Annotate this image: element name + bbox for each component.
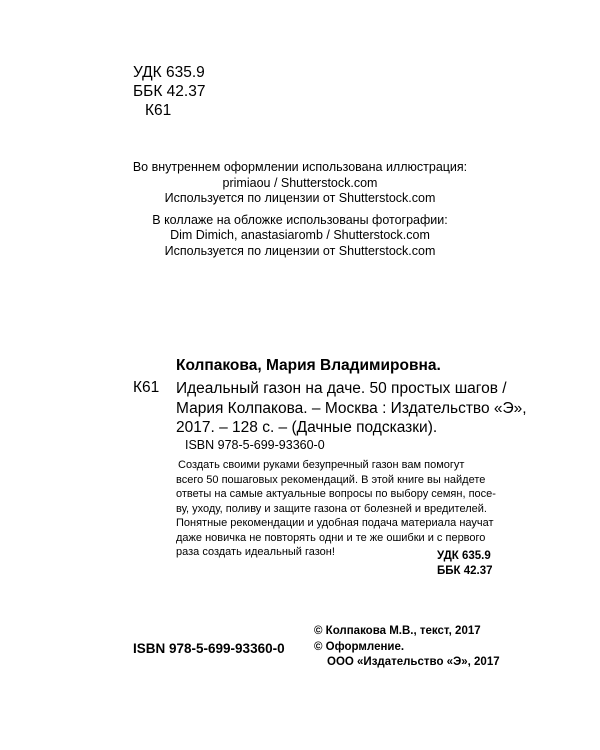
annotation-line: Создать своими руками безупречный газон вам помогут [178,459,465,471]
copyright-publisher: ООО «Издательство «Э», 2017 [327,656,500,668]
catalog-author: Колпакова, Мария Владимировна. [176,357,441,374]
credit-line: В коллаже на обложке использованы фотографии: [152,212,448,227]
catalog-bbk: ББК 42.37 [437,565,493,577]
annotation-line: раза создать идеальный газон! [176,546,335,558]
copyright-text: © Колпакова М.В., текст, 2017 [314,625,481,637]
credit-line: Dim Dimich, anastasiaromb / Shutterstock.com [170,228,430,242]
illustration-credits [0,160,600,259]
catalog-isbn: ISBN 978-5-699-93360-0 [185,438,325,452]
catalog-udk: УДК 635.9 [437,550,491,562]
credit-line: Используется по лицензии от Shutterstock.com [164,243,436,258]
annotation-line: всего 50 пошаговых рекомендаций. В этой книге вы найдете [176,473,486,486]
catalog-classification [437,549,493,579]
annotation [176,458,510,560]
credit-line: Во внутреннем оформлении использована иллюстрация: [132,160,468,174]
catalog-author-sign: К61 [133,379,160,396]
footer-isbn: ISBN 978-5-699-93360-0 [133,641,285,656]
bib-line: 2017. – 128 с. – (Дачные подсказки). [176,419,438,436]
bbk-code: ББК 42.37 [133,83,206,100]
bibliographic-description [176,379,527,438]
credit-line: Используется по лицензии от Shutterstock.com [164,191,436,205]
annotation-line: ответы на самые актуальные вопросы по выбору семян, посе- [176,488,496,500]
classification-block [133,63,205,120]
annotation-line: ву, уходу, поливу и защите газона от болезней и вредителей. [176,502,487,515]
copyright-block [314,624,500,671]
copyright-design: © Оформление. [314,640,405,653]
bib-line: Идеальный газон на даче. 50 простых шагов / [176,380,507,397]
annotation-line: даже новичка не повторять одни и те же ошибки и с первого [176,531,486,544]
udk-code: УДК 635.9 [133,64,205,81]
bib-line: Мария Колпакова. – Москва : Издательство «Э», [176,399,527,417]
credit-line: primiaou / Shutterstock.com [222,175,378,190]
author-sign: К61 [145,102,172,119]
annotation-line: Понятные рекомендации и удобная подача материала научат [176,517,494,529]
